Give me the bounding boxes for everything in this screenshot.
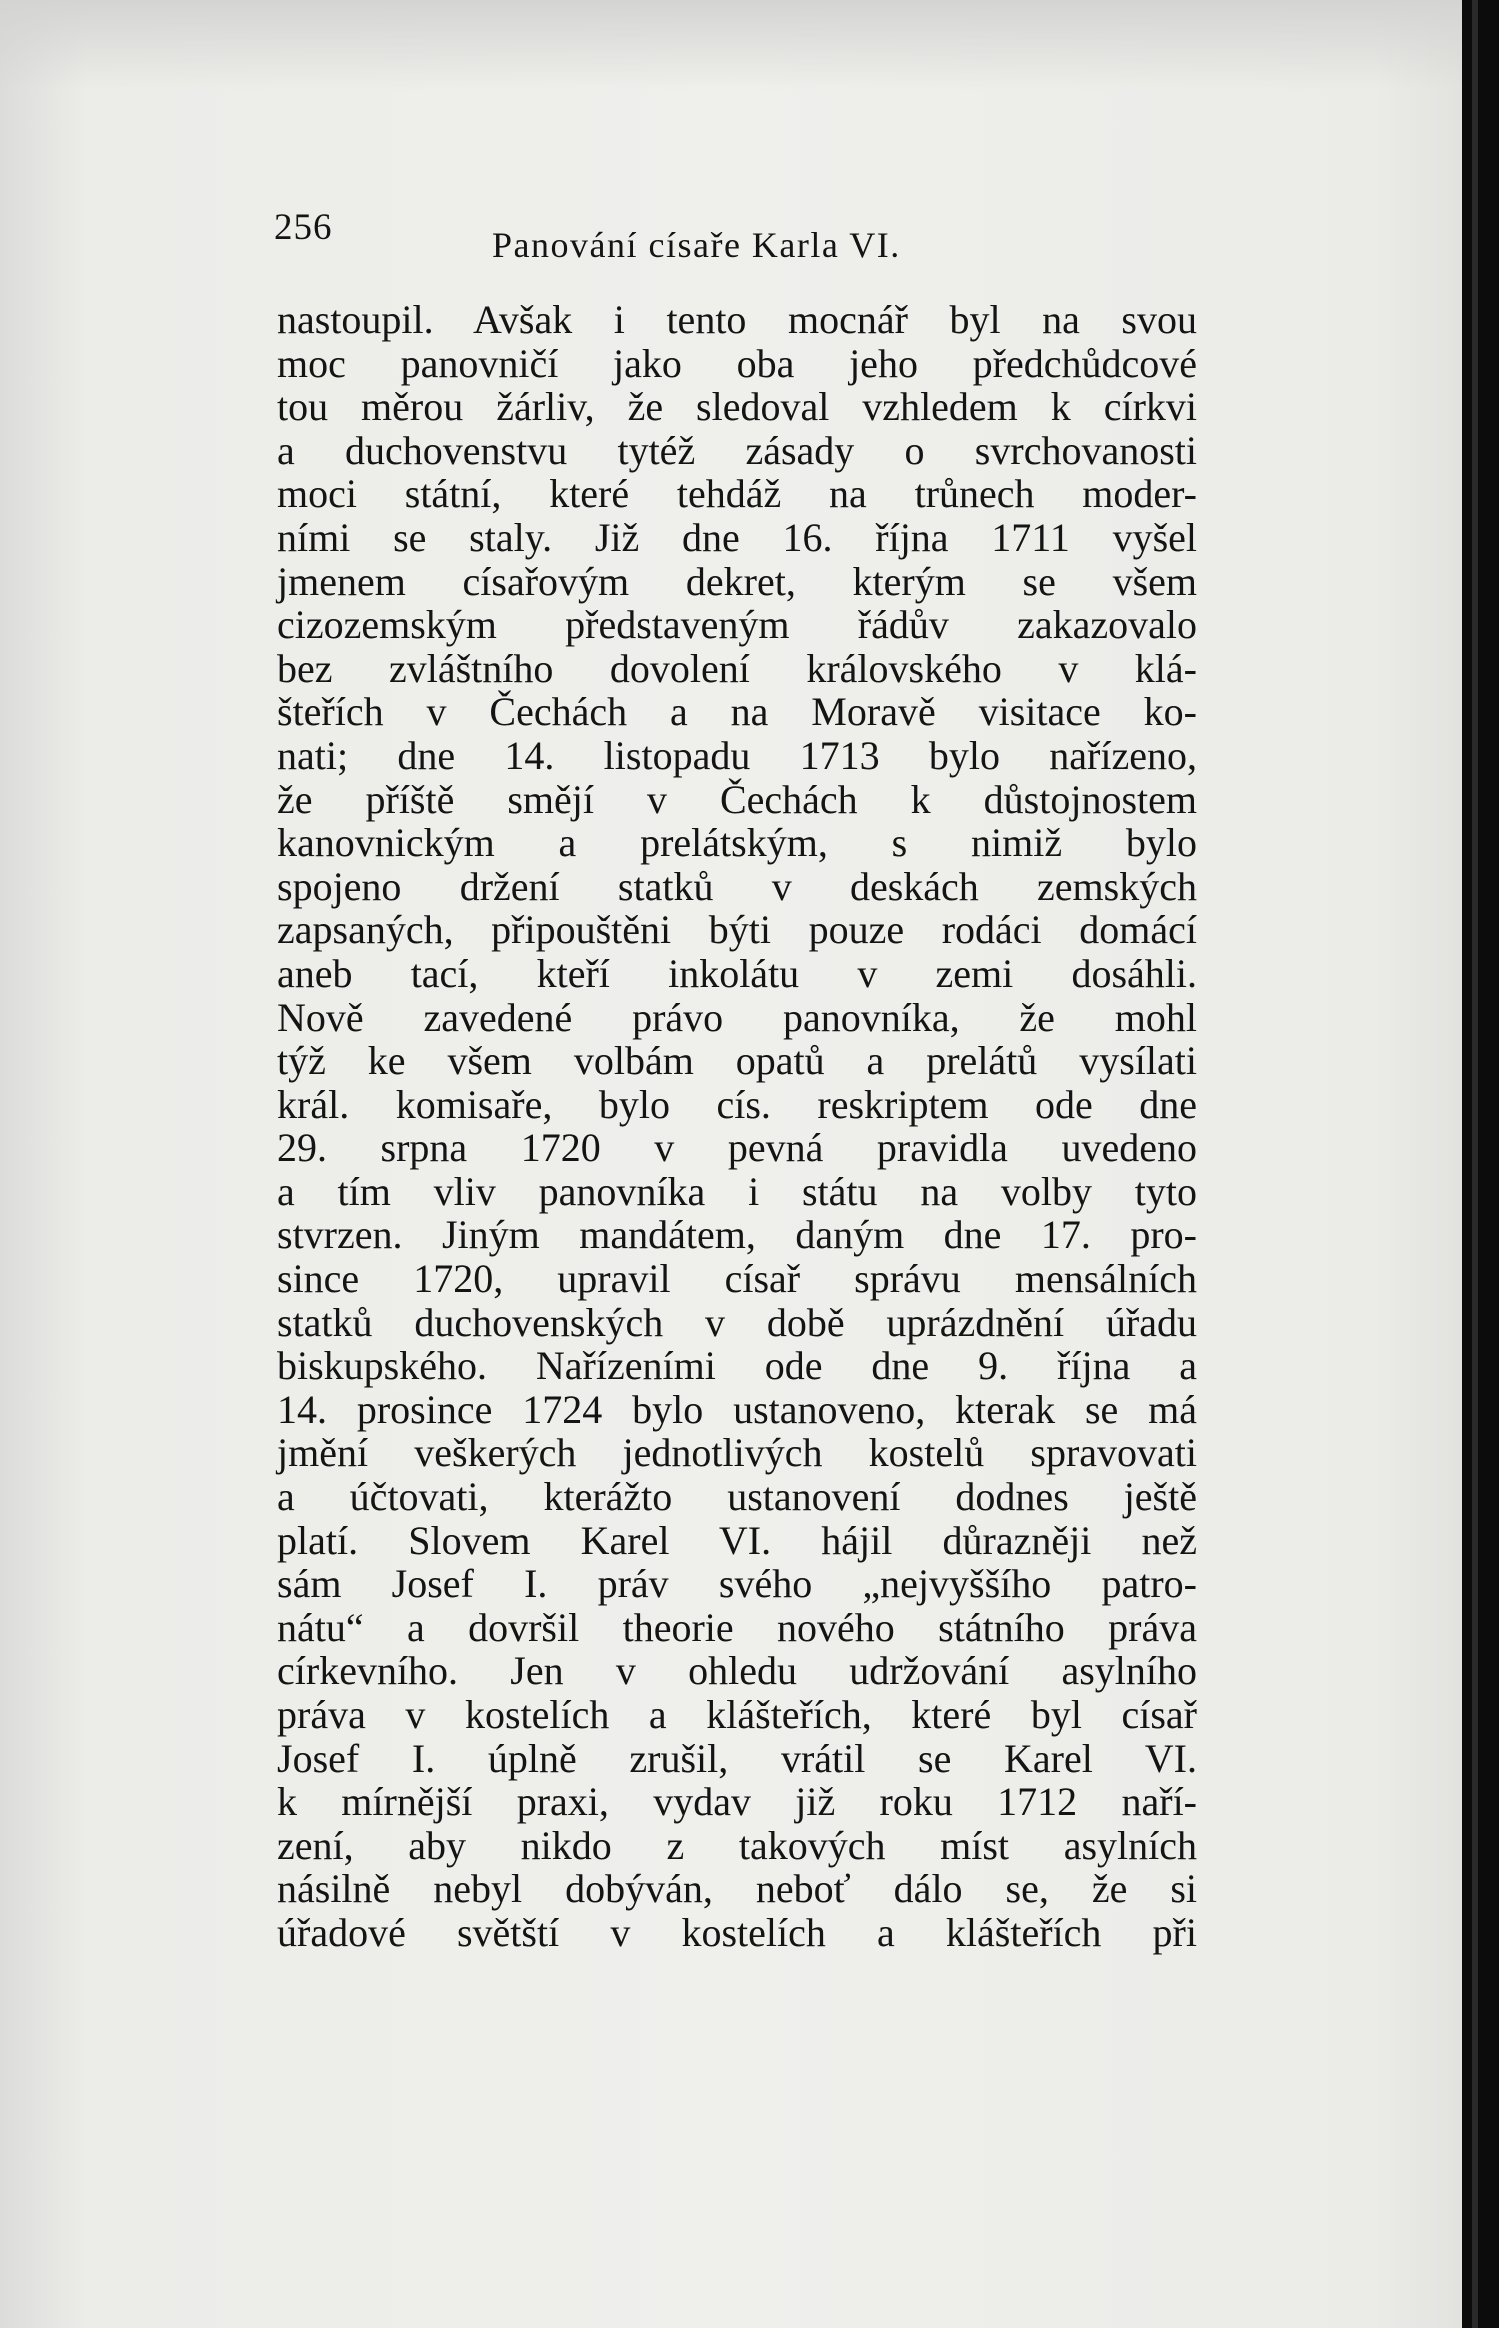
text-line: Nově zavedené právo panovníka, že mohl (277, 994, 1197, 1040)
text-line: spojeno držení statků v deskách zemských (277, 863, 1197, 909)
text-line: nátu“ a dovršil theorie nového státního práva (277, 1604, 1197, 1650)
text-line: že příště smějí v Čechách k důstojnostem (277, 776, 1197, 822)
text-line: kanovnickým a prelátským, s nimiž bylo (277, 820, 1197, 866)
text-line: týž ke všem volbám opatů a prelátů vysílati (277, 1038, 1197, 1084)
text-line: šteřích v Čechách a na Moravě visitace ko- (277, 689, 1197, 735)
text-line: stvrzen. Jiným mandátem, daným dne 17. pro- (277, 1212, 1197, 1258)
text-line: a účtovati, kterážto ustanovení dodnes ještě (277, 1474, 1197, 1520)
page-number: 256 (274, 207, 333, 248)
text-line: zapsaných, připouštěni býti pouze rodáci domácí (277, 907, 1197, 953)
text-line: tou měrou žárliv, že sledoval vzhledem k církvi (277, 384, 1197, 430)
text-line: práva v kostelích a klášteřích, které byl císař (277, 1692, 1197, 1737)
text-line: cizozemským představeným řádův zakazovalo (277, 602, 1197, 648)
text-line: a duchovenstvu tytéž zásady o svrchovanosti (277, 427, 1197, 473)
text-line: sám Josef I. práv svého „nejvyššího patro- (277, 1561, 1197, 1607)
text-line: bez zvláštního dovolení královského v klá- (277, 645, 1197, 691)
text-line: král. komisaře, bylo cís. reskriptem ode dne (277, 1081, 1197, 1127)
text-line: a tím vliv panovníka i státu na volby tyto (277, 1168, 1197, 1214)
text-line: nati; dne 14. listopadu 1713 bylo nařízeno, (277, 732, 1197, 778)
text-line: moci státní, které tehdáž na trůnech moder- (277, 471, 1197, 517)
scan-shadow (0, 0, 1462, 90)
body-text (277, 298, 1197, 1955)
text-line: 29. srpna 1720 v pevná pravidla uvedeno (277, 1125, 1197, 1171)
text-line: zení, aby nikdo z takových míst asylních (277, 1822, 1197, 1868)
text-line: 14. prosince 1724 bylo ustanoveno, kterak se má (277, 1386, 1197, 1432)
running-title: Panování císaře Karla VI. (492, 225, 901, 265)
text-line: platí. Slovem Karel VI. hájil důrazněji než (277, 1517, 1197, 1563)
text-line: biskupského. Nařízeními ode dne 9. října a (277, 1343, 1197, 1389)
text-line: ními se staly. Již dne 16. října 1711 vyšel (277, 514, 1197, 560)
text-line: Josef I. úplně zrušil, vrátil se Karel VI. (277, 1735, 1197, 1781)
text-line: aneb tací, kteří inkolátu v zemi dosáhli. (277, 950, 1197, 996)
text-line: násilně nebyl dobýván, neboť dálo se, že si (277, 1866, 1197, 1912)
text-line: jmění veškerých jednotlivých kostelů spravovati (277, 1430, 1197, 1476)
scan-border (1462, 0, 1499, 2328)
text-line: církevního. Jen v ohledu udržování asylního (277, 1648, 1197, 1694)
scan-border-inner (1472, 0, 1478, 2328)
text-line: moc panovničí jako oba jeho předchůdcové (277, 340, 1197, 386)
text-line: nastoupil. Avšak i tento mocnář byl na svou (277, 297, 1197, 342)
text-line: statků duchovenských v době uprázdnění úřadu (277, 1299, 1197, 1345)
text-line: jmenem císařovým dekret, kterým se všem (277, 558, 1197, 604)
text-line: since 1720, upravil císař správu mensálních (277, 1256, 1197, 1302)
text-line: úřadové světští v kostelích a klášteřích při (277, 1909, 1197, 1955)
text-line: k mírnější praxi, vydav již roku 1712 naří- (277, 1779, 1197, 1825)
